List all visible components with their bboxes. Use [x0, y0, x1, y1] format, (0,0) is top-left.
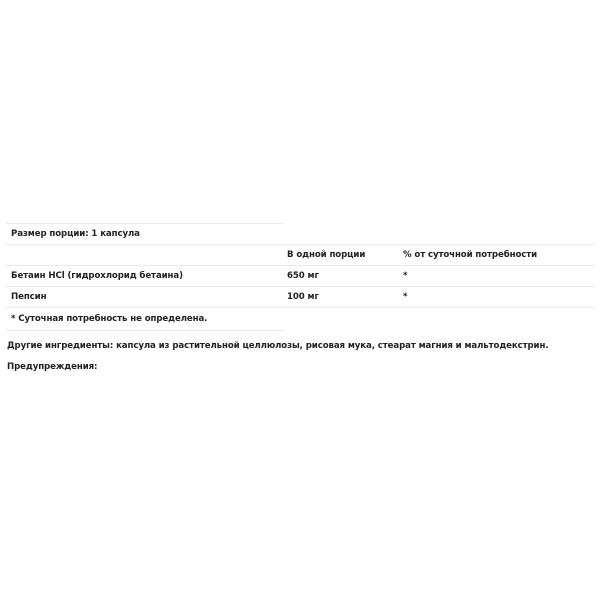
warnings-label: Предупреждения: — [7, 362, 98, 372]
divider — [6, 223, 284, 224]
ingredient-amount: 650 мг — [287, 271, 319, 281]
divider — [6, 286, 594, 287]
divider — [6, 244, 594, 245]
divider — [6, 330, 284, 331]
ingredient-amount: 100 мг — [287, 292, 319, 302]
ingredient-dv: * — [403, 292, 408, 302]
divider — [6, 265, 594, 266]
column-header-daily-value: % от суточной потребности — [403, 250, 538, 260]
ingredient-dv: * — [403, 271, 408, 281]
footnote: * Суточная потребность не определена. — [11, 314, 208, 324]
ingredient-name: Бетаин HCl (гидрохлорид бетаина) — [11, 271, 183, 281]
serving-size: Размер порции: 1 капсула — [11, 229, 140, 239]
ingredient-name: Пепсин — [11, 292, 47, 302]
divider — [6, 307, 594, 308]
column-header-per-serving: В одной порции — [287, 250, 366, 260]
other-ingredients: Другие ингредиенты: капсула из растительной целлюлозы, рисовая мука, стеарат магния и мальтодекстрин. — [7, 341, 549, 351]
